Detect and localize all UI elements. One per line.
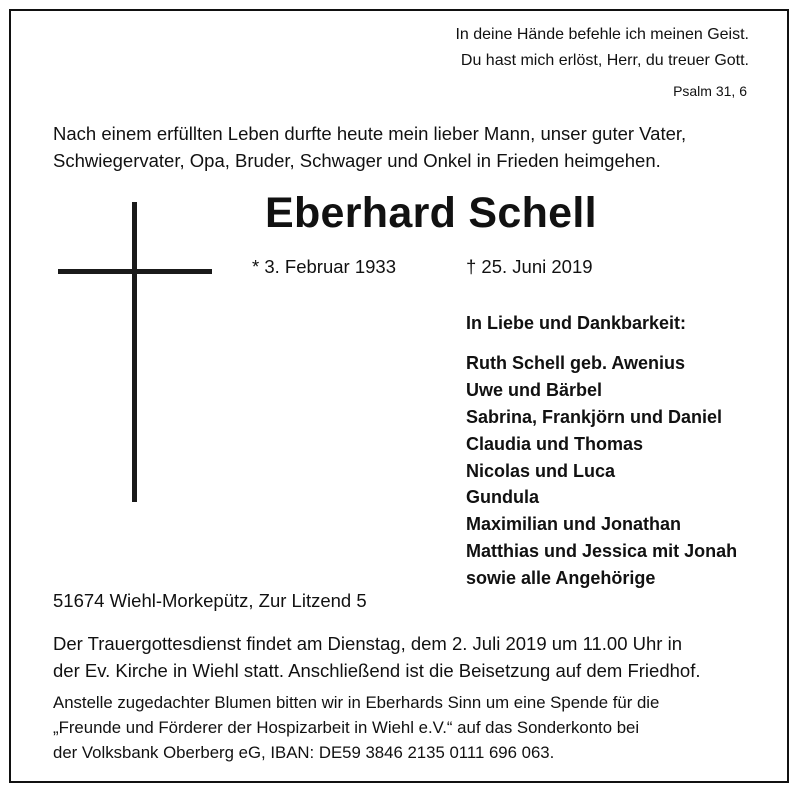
family-member: Claudia und Thomas <box>466 433 644 454</box>
deceased-name: Eberhard Schell <box>265 189 597 237</box>
bible-verse <box>455 22 749 74</box>
family-member: sowie alle Angehörige <box>466 568 656 589</box>
family-list <box>466 310 737 592</box>
family-member: Matthias und Jessica mit Jonah <box>466 541 738 562</box>
donation-line: der Volksbank Oberberg eG, IBAN: DE59 3846 2135 0111 696 063. <box>53 743 555 762</box>
donation-info <box>53 690 659 765</box>
intro-text <box>53 120 686 174</box>
family-member: Nicolas und Luca <box>466 460 616 481</box>
service-line: Der Trauergottesdienst findet am Dienstag, dem 2. Juli 2019 um 11.00 Uhr in <box>53 633 682 654</box>
donation-line: Anstelle zugedachter Blumen bitten wir in Eberhards Sinn um eine Spende für die <box>53 693 660 712</box>
donation-line: „Freunde und Förderer der Hospizarbeit in Wiehl e.V.“ auf das Sonderkonto bei <box>53 718 640 737</box>
intro-line: Schwiegervater, Opa, Bruder, Schwager und Onkel in Frieden heimgehen. <box>53 150 661 171</box>
family-member: Gundula <box>466 487 539 508</box>
family-member: Sabrina, Frankjörn und Daniel <box>466 406 723 427</box>
verse-line: In deine Hände befehle ich meinen Geist. <box>455 26 749 43</box>
service-info <box>53 630 700 684</box>
family-heading: In Liebe und Dankbarkeit: <box>466 313 687 333</box>
verse-line: Du hast mich erlöst, Herr, du treuer Gott. <box>460 52 749 69</box>
family-member: Uwe und Bärbel <box>466 379 603 400</box>
cross-icon-bar <box>58 269 212 274</box>
family-member: Ruth Schell geb. Awenius <box>466 352 686 373</box>
service-line: der Ev. Kirche in Wiehl statt. Anschließend ist die Beisetzung auf dem Friedhof. <box>53 660 701 681</box>
intro-line: Nach einem erfüllten Leben durfte heute mein lieber Mann, unser guter Vater, <box>53 123 687 144</box>
family-member: Maximilian und Jonathan <box>466 514 682 535</box>
address: 51674 Wiehl-Morkepütz, Zur Litzend 5 <box>53 590 367 611</box>
cross-icon <box>132 202 137 502</box>
death-date: † 25. Juni 2019 <box>466 256 593 277</box>
verse-reference: Psalm 31, 6 <box>673 83 747 99</box>
birth-date: * 3. Februar 1933 <box>252 256 396 277</box>
